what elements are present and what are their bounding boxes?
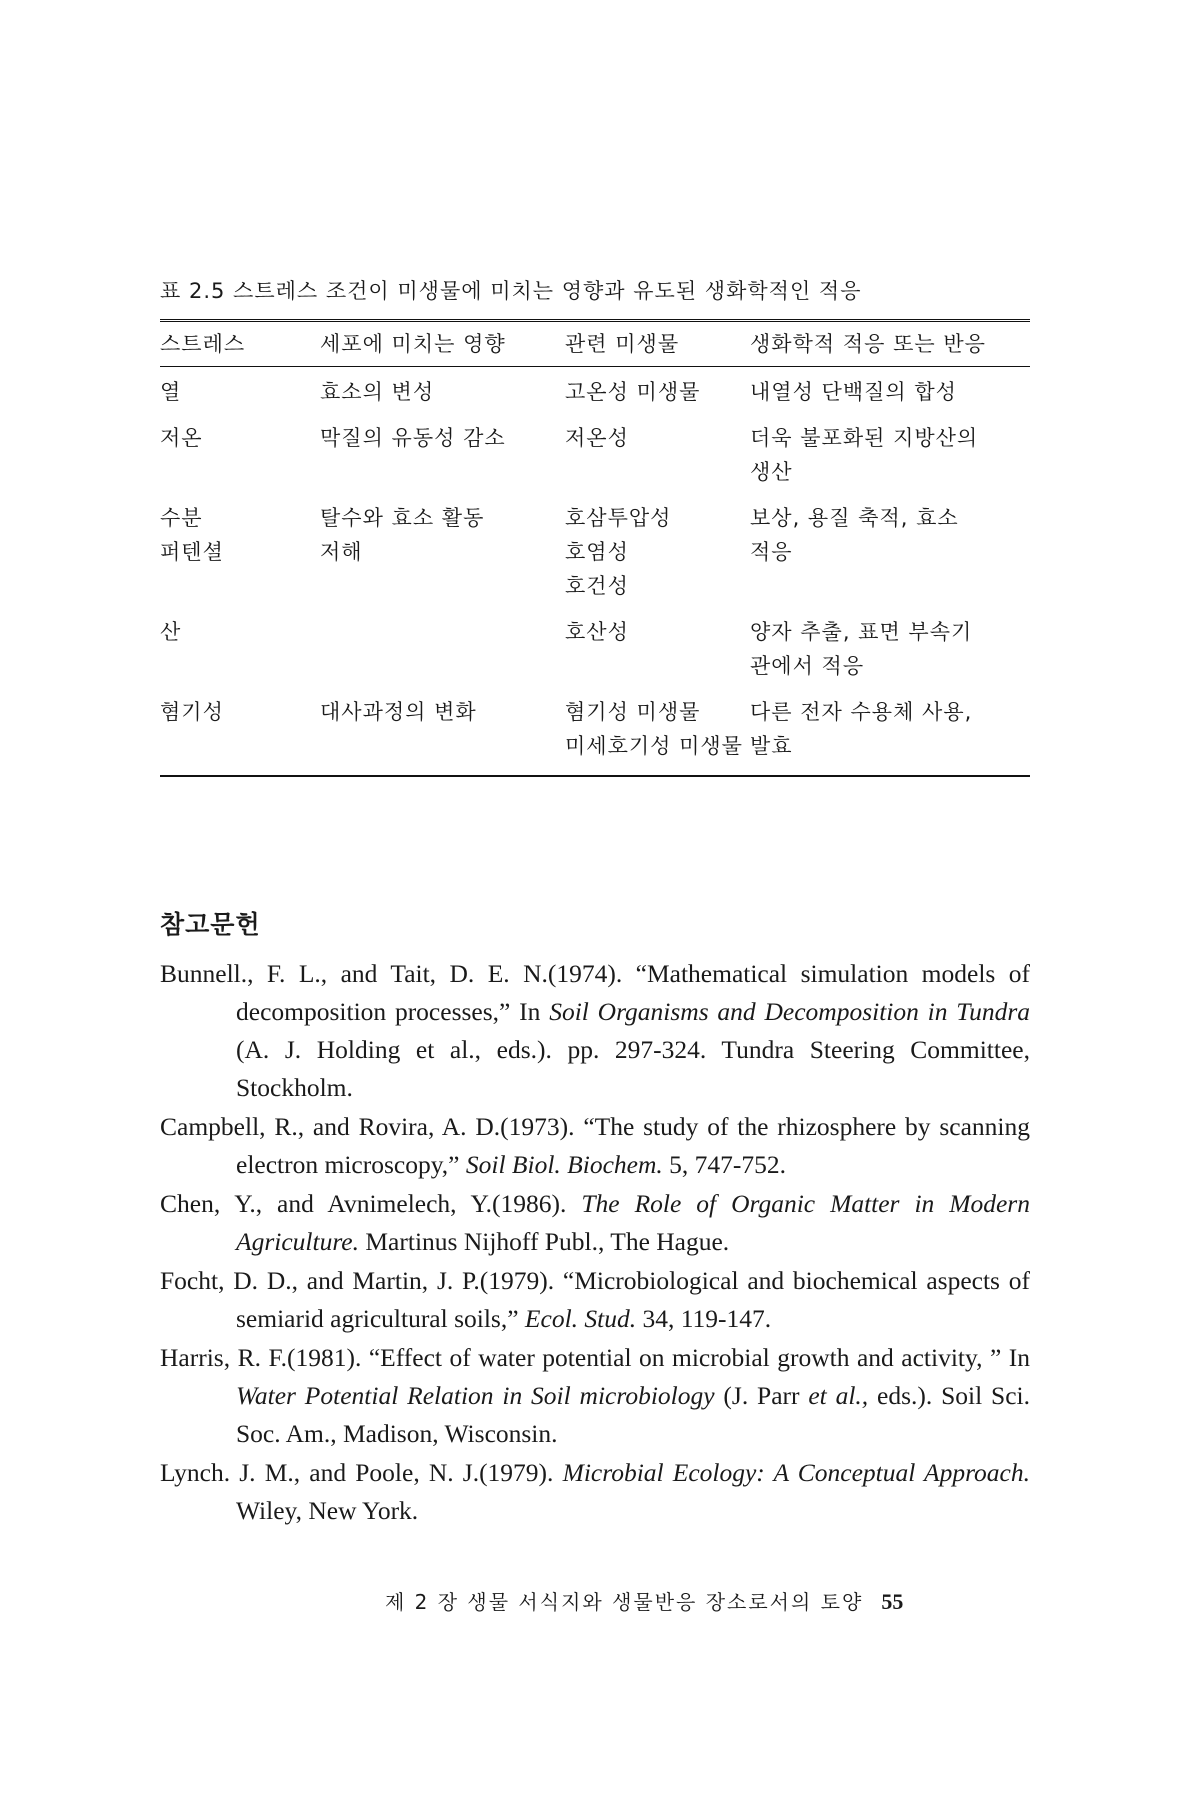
microbe-cell: 저온성 xyxy=(565,426,629,450)
stress-cell: 열 xyxy=(160,380,182,404)
table-row xyxy=(160,421,1030,501)
running-title: 제 2 장 생물 서식지와 생물반응 장소로서의 토양 xyxy=(385,1590,864,1614)
table-2-5 xyxy=(160,275,1030,777)
stress-cell: 수분 xyxy=(160,506,203,530)
microbe-cell: 호건성 xyxy=(565,574,629,598)
response-cell: 내열성 단백질의 합성 xyxy=(750,380,957,404)
effect-cell: 효소의 변성 xyxy=(320,380,435,404)
table-row xyxy=(160,367,1030,421)
reference-item: Bunnell., F. L., and Tait, D. E. N.(1974). “Mathematical simulation models of decomposition processes,” In Soil Organisms and Decomposition in Tundra (A. J. Holding et al., eds.). pp. 297-324. Tundra Steering Committee, Stockholm. xyxy=(160,959,1030,1102)
reference-item: Harris, R. F.(1981). “Effect of water potential on microbial growth and activity, ” In Water Potential Relation in Soil microbiology (J. Parr et al., eds.). Soil Sci. Soc. Am., Madison, Wisconsin. xyxy=(160,1343,1030,1448)
response-cell: 양자 추출, 표면 부속기 xyxy=(750,620,973,644)
stress-cell: 저온 xyxy=(160,426,203,450)
stress-cell: 혐기성 xyxy=(160,700,224,724)
effect-cell: 탈수와 효소 활동 xyxy=(320,506,485,530)
reference-item: Campbell, R., and Rovira, A. D.(1973). “The study of the rhizosphere by scanning electron microscopy,” Soil Biol. Biochem. 5, 747-752. xyxy=(160,1112,1030,1179)
response-cell: 생산 xyxy=(750,460,793,484)
table-bottom-rule xyxy=(160,775,1030,777)
response-cell: 보상, 용질 축적, 효소 xyxy=(750,506,959,530)
response-cell: 관에서 적응 xyxy=(750,654,865,678)
stress-table xyxy=(160,322,1030,775)
stress-cell: 퍼텐셜 xyxy=(160,540,224,564)
column-header: 생화학적 적응 또는 반응 xyxy=(750,332,986,356)
microbe-cell: 호산성 xyxy=(565,620,629,644)
microbe-cell: 호염성 xyxy=(565,540,629,564)
microbe-cell: 고온성 미생물 xyxy=(565,380,701,404)
column-header: 관련 미생물 xyxy=(565,332,680,356)
column-header: 세포에 미치는 영향 xyxy=(320,332,506,356)
reference-item: Chen, Y., and Avnimelech, Y.(1986). The Role of Organic Matter in Modern Agriculture. Martinus Nijhoff Publ., The Hague. xyxy=(160,1189,1030,1256)
response-cell: 다른 전자 수용체 사용, xyxy=(750,700,973,724)
page-footer xyxy=(385,1586,903,1615)
references-heading: 참고문헌 xyxy=(160,910,261,939)
effect-cell: 대사과정의 변화 xyxy=(320,700,477,724)
effect-cell: 저해 xyxy=(320,540,363,564)
microbe-cell: 미세호기성 미생물 xyxy=(565,734,743,758)
table-header-row xyxy=(160,322,1030,366)
reference-list xyxy=(160,955,1030,1531)
table-row xyxy=(160,615,1030,695)
reference-item: Lynch. J. M., and Poole, N. J.(1979). Microbial Ecology: A Conceptual Approach. Wiley, New York. xyxy=(160,1458,1030,1525)
table-row xyxy=(160,695,1030,775)
table-caption: 표 2.5 스트레스 조건이 미생물에 미치는 영향과 유도된 생화학적인 적응 xyxy=(160,279,862,303)
table-row xyxy=(160,501,1030,615)
microbe-cell: 호삼투압성 xyxy=(565,506,672,530)
effect-cell: 막질의 유동성 감소 xyxy=(320,426,506,450)
microbe-cell: 혐기성 미생물 xyxy=(565,700,701,724)
response-cell: 적응 xyxy=(750,540,793,564)
reference-item: Focht, D. D., and Martin, J. P.(1979). “Microbiological and biochemical aspects of semiarid agricultural soils,” Ecol. Stud. 34, 119-147. xyxy=(160,1266,1030,1333)
response-cell: 더욱 불포화된 지방산의 xyxy=(750,426,979,450)
response-cell: 발효 xyxy=(750,734,793,758)
stress-cell: 산 xyxy=(160,620,182,644)
column-header: 스트레스 xyxy=(160,332,246,356)
page-number: 55 xyxy=(881,1589,904,1614)
